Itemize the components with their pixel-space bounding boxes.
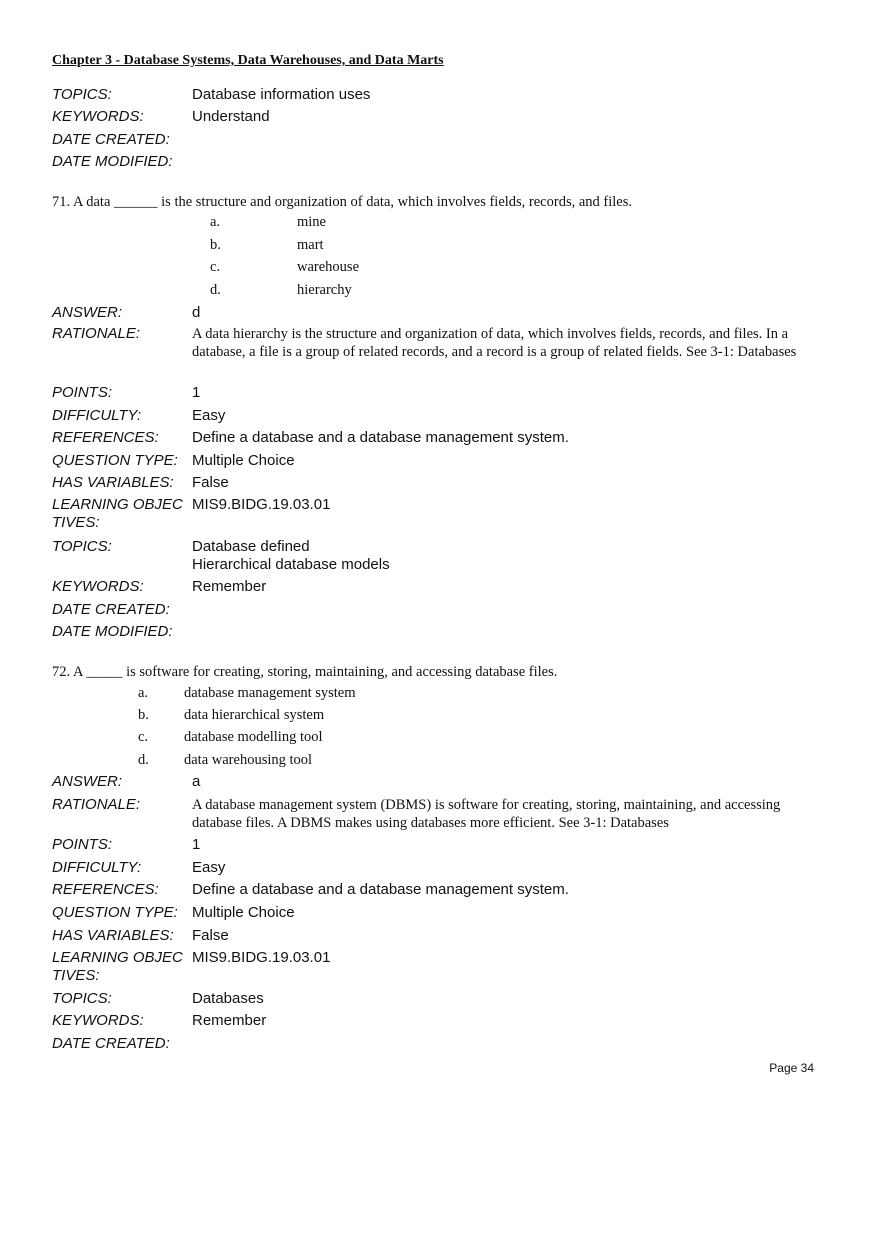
q72-option-c-text: database modelling tool [184, 729, 323, 745]
answer-label: ANSWER: [52, 304, 123, 321]
rationale-value: A data hierarchy is the structure and organization of data, which involves fields, records, and files. In a database, a file is a group of related records, and a record is a group of related fields. See 3-1: Databases [192, 326, 797, 360]
date-created-label: DATE CREATED: [52, 1035, 170, 1052]
page-number: Page 34 [769, 1061, 814, 1075]
topics-label: TOPICS: [52, 990, 112, 1007]
q72-option-a-letter: a. [138, 685, 149, 701]
points-value: 1 [192, 836, 201, 853]
q72-option-b-letter: b. [138, 707, 149, 723]
topics-label: TOPICS: [52, 86, 112, 103]
topics-value: Databases [192, 990, 264, 1007]
question-type-label: QUESTION TYPE: [52, 452, 178, 469]
q72-option-d-letter: d. [138, 752, 149, 768]
q72-option-c-letter: c. [138, 729, 149, 745]
rationale-label: RATIONALE: [52, 325, 141, 342]
has-variables-label: HAS VARIABLES: [52, 927, 174, 944]
learning-objectives-value: MIS9.BIDG.19.03.01 [192, 949, 331, 966]
question-72-text: 72. A _____ is software for creating, storing, maintaining, and accessing database files. [52, 664, 558, 680]
question-type-value: Multiple Choice [192, 904, 295, 921]
rationale-label: RATIONALE: [52, 796, 141, 813]
has-variables-label: HAS VARIABLES: [52, 474, 174, 491]
q71-option-c-text: warehouse [297, 259, 360, 275]
topics-value: Database defined Hierarchical database models [192, 538, 390, 573]
q71-option-d-text: hierarchy [297, 282, 352, 298]
rationale-value: A database management system (DBMS) is software for creating, storing, maintaining, and accessing database files. A DBMS makes using databases more efficient. See 3-1: Databases [192, 797, 781, 831]
answer-value: d [192, 304, 201, 321]
q72-option-a-text: database management system [184, 685, 356, 701]
date-created-label: DATE CREATED: [52, 131, 170, 148]
q71-option-d-letter: d. [210, 282, 221, 298]
has-variables-value: False [192, 927, 229, 944]
references-value: Define a database and a database management system. [192, 429, 569, 446]
q72-option-d-text: data warehousing tool [184, 752, 313, 768]
question-type-label: QUESTION TYPE: [52, 904, 178, 921]
date-modified-label: DATE MODIFIED: [52, 153, 173, 170]
date-created-label: DATE CREATED: [52, 601, 170, 618]
references-label: REFERENCES: [52, 429, 159, 446]
keywords-label: KEYWORDS: [52, 1012, 144, 1029]
topics-value: Database information uses [192, 86, 371, 103]
has-variables-value: False [192, 474, 229, 491]
keywords-label: KEYWORDS: [52, 108, 144, 125]
q72-option-b-text: data hierarchical system [184, 707, 325, 723]
q71-option-b-text: mart [297, 237, 324, 253]
references-value: Define a database and a database management system. [192, 881, 569, 898]
keywords-value: Remember [192, 1012, 267, 1029]
points-label: POINTS: [52, 836, 113, 853]
q71-option-a-text: mine [297, 214, 326, 230]
date-modified-label: DATE MODIFIED: [52, 623, 173, 640]
difficulty-label: DIFFICULTY: [52, 859, 142, 876]
points-value: 1 [192, 384, 201, 401]
answer-value: a [192, 773, 201, 790]
chapter-title: Chapter 3 - Database Systems, Data Warehouses, and Data Marts [52, 53, 444, 68]
question-type-value: Multiple Choice [192, 452, 295, 469]
q71-option-c-letter: c. [210, 259, 221, 275]
answer-label: ANSWER: [52, 773, 123, 790]
keywords-value: Remember [192, 578, 267, 595]
learning-objectives-value: MIS9.BIDG.19.03.01 [192, 496, 331, 513]
topics-label: TOPICS: [52, 538, 112, 555]
difficulty-value: Easy [192, 407, 226, 424]
q71-option-a-letter: a. [210, 214, 221, 230]
learning-objectives-label: LEARNING OBJECTIVES: [52, 496, 183, 531]
keywords-value: Understand [192, 108, 270, 125]
question-71-text: 71. A data ______ is the structure and organization of data, which involves fields, records, and files. [52, 194, 632, 210]
references-label: REFERENCES: [52, 881, 159, 898]
difficulty-label: DIFFICULTY: [52, 407, 142, 424]
learning-objectives-label: LEARNING OBJECTIVES: [52, 949, 183, 984]
keywords-label: KEYWORDS: [52, 578, 144, 595]
points-label: POINTS: [52, 384, 113, 401]
difficulty-value: Easy [192, 859, 226, 876]
q71-option-b-letter: b. [210, 237, 221, 253]
